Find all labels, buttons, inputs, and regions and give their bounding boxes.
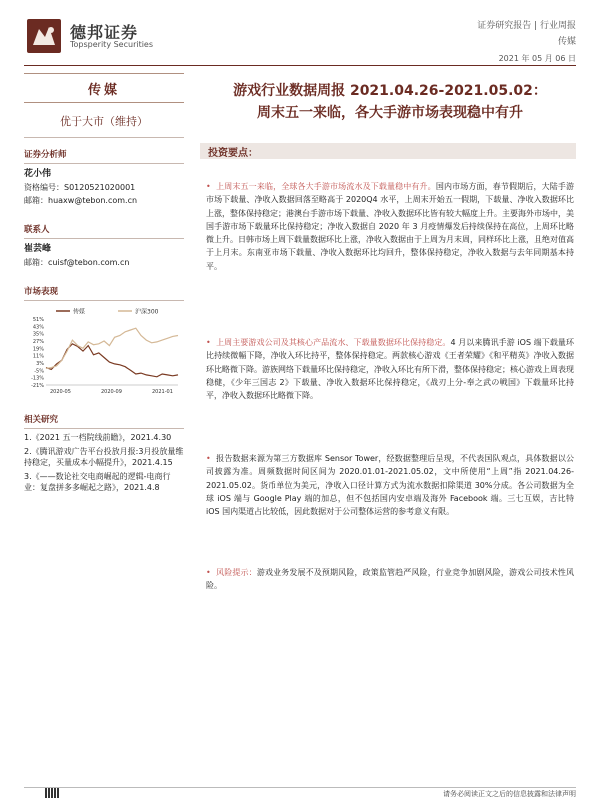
paragraph-text: 游戏业务发展不及预期风险，政策监管趋严风险，行业竞争加剧风险，游戏公司技术性风险。 <box>206 568 575 591</box>
paragraph-text: 国内市场方面，春节假期后，大陆手游市场下载量、净收入数据回落至略高于 2020Q4 水平，上周末开始五一假期，下载量、净收入数据环比上涨，整体保持稳定；港澳台手游市场下载量、净收入数据环比皆有较大幅度上升。主要海外市场中，美国手游市场下载量环比保持稳定；净收入数据自 2020 年 3 月疫情爆发后持续保持在高位，上周环比略微上升。日韩市场上周下载量数据环比上涨，净收入数据由于上周为月末周，同样环比上涨，且绝对值高于上月末。东南亚市场下载量、净收入数据环比均回升，整体保持稳定，净收入数据与去年同期基本持平。 <box>206 182 575 271</box>
paragraph-risk <box>206 566 574 593</box>
contact-email[interactable]: 邮箱：cuisf@tebon.com.cn <box>24 258 130 267</box>
report-type-label: 证券研究报告 | 行业周报 <box>477 21 576 31</box>
title-line-1: 游戏行业数据周报 2021.04.26-2021.05.02： <box>233 83 547 99</box>
market-performance-chart <box>24 305 184 397</box>
rating: 优于大市（维持） <box>24 113 184 138</box>
header-divider <box>24 65 576 66</box>
logo-name-en: Topsperity Securities <box>70 40 154 49</box>
y-tick-label: 51% <box>32 317 44 323</box>
related-item[interactable]: 1.《2021 五一档院线前瞻》，2021.4.30 <box>24 433 172 442</box>
contact-section-title: 联系人 <box>24 217 184 239</box>
sidebar <box>24 73 184 493</box>
paragraph-companies <box>206 336 574 402</box>
footer-divider <box>24 787 576 788</box>
market-chart <box>24 305 184 401</box>
paragraph-data-source <box>206 452 574 518</box>
report-title <box>200 80 580 124</box>
company-logo <box>27 19 61 53</box>
x-tick-label: 2020-09 <box>101 389 122 395</box>
paragraph-text: 4 月以来腾讯手游 iOS 端下载量环比持续微幅下降，净收入环比持平，整体保持稳定。两款核心游戏《王者荣耀》《和平精英》净收入数据环比略微下降。游族网络下载量环比保持稳定，净收入环比有所下滑，整体保持稳定；核心游戏上周表现稳健，《少年三国志 2》下载量、净收入数据环比保持稳定，《战刃上分-奉之武の戦国》下载量环比持平，净收入数据环比略微下降。 <box>206 338 574 401</box>
report-type <box>477 18 576 50</box>
market-section-title: 市场表现 <box>24 279 184 301</box>
qr-code-icon <box>45 788 59 798</box>
analyst-info <box>24 164 184 207</box>
analyst-name: 花小伟 <box>24 169 52 179</box>
paragraph-highlight: 上周主要游戏公司及其核心产品流水、下载量数据环比保持稳定。 <box>216 338 451 347</box>
x-tick-label: 2021-01 <box>152 389 173 395</box>
y-tick-label: -13% <box>31 375 44 382</box>
y-tick-label: 27% <box>32 339 44 345</box>
bullet-icon: • <box>206 568 211 577</box>
paragraph-text: 报告数据来源为第三方数据库 Sensor Tower，经数据整理后呈现，不代表国队观点，具体数据以公司披露为准。周频数据时间区间为 2020.01.01-2021.05.02，文中所使用“上周”指 2021.04.26-2021.05.02。货币单位为美元，净收入口径计算方式为流水数据扣除渠道 30%分成。各公司数据为全球 iOS 端与 Google Play 端的加总，但不包括国内安卓端及海外 Facebook 端。三七互娱，吉比特 iOS 国内渠道占比较低，因此数据对于公司整体运营的参考意义有限。 <box>206 454 574 517</box>
legend-label: 传媒 <box>73 308 86 316</box>
related-section-title: 相关研究 <box>24 407 184 429</box>
footer-disclaimer: 请务必阅读正文之后的信息披露和法律声明 <box>443 790 576 798</box>
related-item[interactable]: 2.《腾讯游戏广告平台投放月报:3月投放量维持稳定，买量成本小幅提升》，2021.4.15 <box>24 447 184 467</box>
y-tick-label: 19% <box>32 346 44 353</box>
y-tick-label: 3% <box>36 361 44 367</box>
x-tick-label: 2020-05 <box>50 389 71 395</box>
y-tick-label: -5% <box>34 368 44 375</box>
title-line-2: 周末五一来临，各大手游市场表现稳中有升 <box>257 105 523 121</box>
series-line <box>46 344 178 377</box>
y-tick-label: -21% <box>31 383 44 389</box>
y-tick-label: 43% <box>32 324 44 331</box>
key-points-label: 投资要点： <box>208 148 258 159</box>
related-list <box>24 432 184 493</box>
y-tick-label: 35% <box>32 331 44 338</box>
bullet-icon: • <box>206 454 211 463</box>
analyst-section-title: 证券分析师 <box>24 142 184 164</box>
report-date: 2021 年 05 月 06 日 <box>498 54 576 63</box>
paragraph-highlight: 上周末五一来临，全球各大手游市场流水及下载量稳中有升。 <box>216 182 436 191</box>
analyst-email[interactable]: 邮箱：huaxw@tebon.com.cn <box>24 196 138 205</box>
legend-label: 沪深300 <box>135 308 159 316</box>
logo-name-cn: 德邦证券 <box>70 23 139 42</box>
risk-label: 风险提示： <box>216 568 257 577</box>
paragraph-market <box>206 180 574 273</box>
y-tick-label: 11% <box>32 353 44 360</box>
sector-tag: 传媒 <box>24 73 184 103</box>
analyst-cert: 资格编号：S0120521020001 <box>24 183 136 192</box>
contact-info <box>24 239 184 269</box>
report-sector-label: 传媒 <box>557 37 576 47</box>
bullet-icon: • <box>206 182 211 191</box>
bullet-icon: • <box>206 338 211 347</box>
contact-name: 崔芸峰 <box>24 244 52 254</box>
related-item[interactable]: 3.《——数论社交电商崛起的逻辑-电商行业：复盘拼多多崛起之路》，2021.4.8 <box>24 472 171 492</box>
